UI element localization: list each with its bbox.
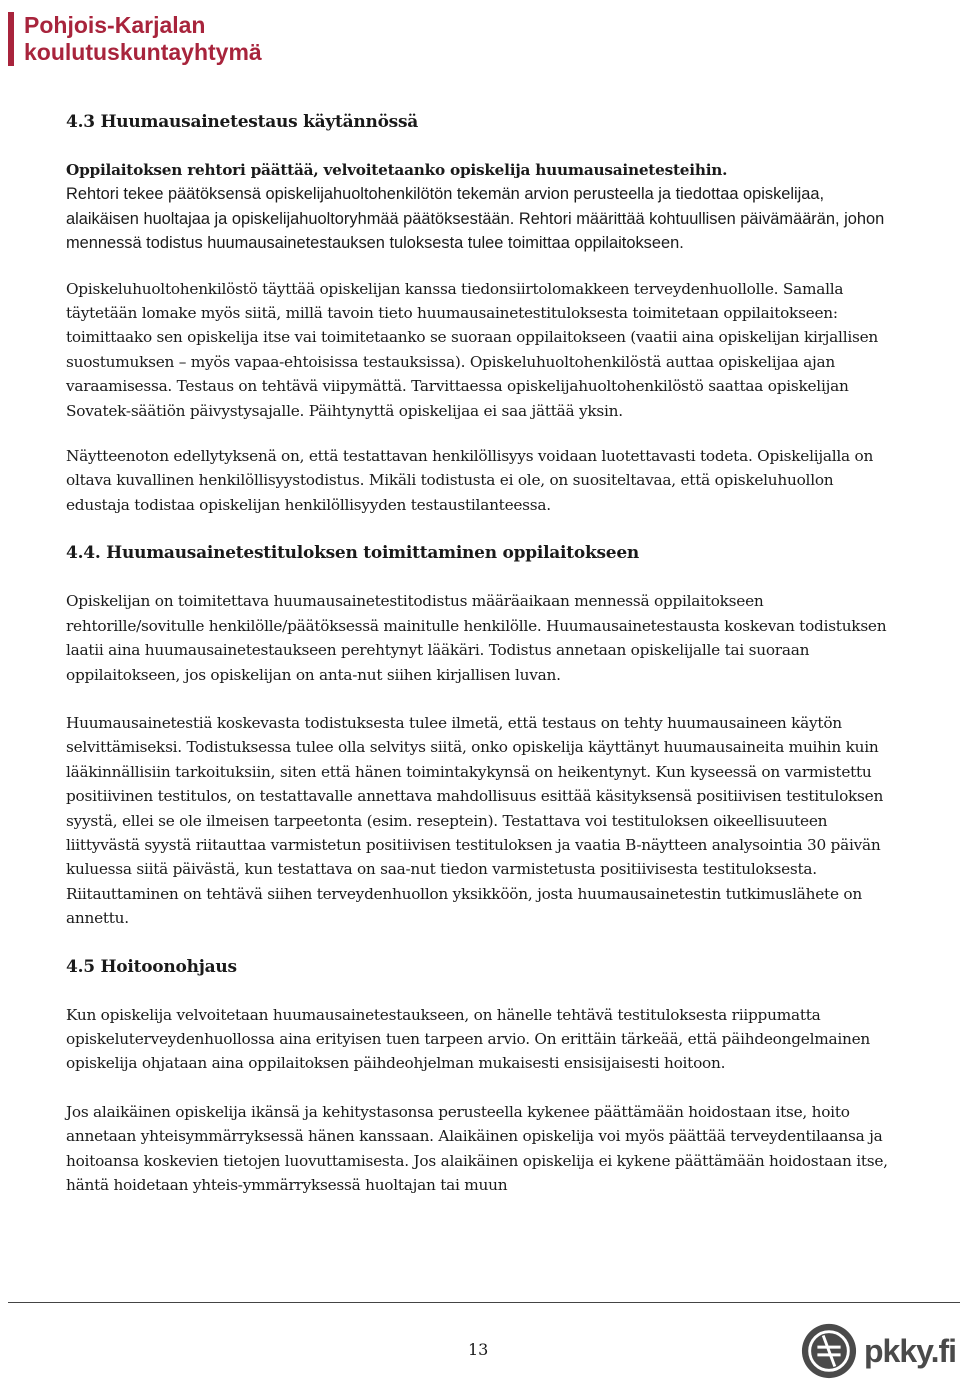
organization-logo-text: [8, 12, 262, 66]
page-number: 13: [468, 1340, 489, 1359]
paragraph-identity: Näytteenoton edellytyksenä on, että testattavan henkilöllisyys voidaan luotettavasti todeta. Opiskelijalla on oltava kuvallinen henkilöllisyystodistus. Mikäli todistusta ei ole, on suositeltavaa, että opiskeluhuollon edustaja todistaa opiskelijan henkilöllisyyden testaustilanteessa.: [66, 447, 874, 514]
pkky-logo: [800, 1322, 956, 1380]
footer-divider: [8, 1302, 960, 1303]
org-name-line1: Pohjois-Karjalan: [24, 12, 206, 38]
paragraph-certificate-content: Huumausainetestiä koskevasta todistuksesta tulee ilmetä, että testaus on tehty huumausaineen käytön selvittämiseksi. Todistuksessa tulee olla selvitys siitä, onko opiskelija käyttänyt huumausaineita muihin kuin lääkinnällisiin tarkoituksiin, siten että hänen toimintakykynsä on heikentynyt. Kun kyseessä on varmistettu positiivinen testitulos, on testattavalle annettava mahdollisuus esittää käsityksensä positiivisen testituloksen syystä, ellei se ole ilmeisen tarpeetonta (esim. reseptein). Testattava voi testituloksen oikeellisuuteen liittyvästä syystä riitauttaa varmistetun positiivisen testituloksen ja vaatia B-näytteen analysointia 30 päivän kuluessa siitä päivästä, kun testattava on saa-nut tiedon varmistetusta positiivisesta testituloksesta. Riitauttaminen on tehtävä siihen terveydenhuollon yksikköön, josta huumausainetestin tutkimuslähete on annettu.: [66, 713, 884, 928]
document-body: [66, 110, 896, 1197]
paragraph-bold-lead: Oppilaitoksen rehtori päättää, velvoitetaanko opiskelija huumausainetesteihin.: [66, 161, 728, 179]
pkky-logo-icon: [800, 1322, 858, 1380]
paragraph-decision: Rehtori tekee päätöksensä opiskelijahuoltohenkilötön tekemän arvion perusteella ja tiedottaa opiskelijaa, alaikäisen huoltajaa ja opiskelijahuoltoryhmää päätöksestään. Rehtori määrittää kohtuullisen päivämäärän, johon mennessä todistus huumausainetestauksen tuloksesta tulee toimittaa oppilaitokseen.: [66, 185, 885, 253]
paragraph-certificate: Opiskelijan on toimitettava huumausainetestitodistus määräaikaan mennessä oppilaitokseen rehtorille/sovitulle henkilölle/päätöksessä mainitulle henkilölle. Huumausainetestausta koskevan todistuksen laatii aina huumausainetestaukseen perehtynyt lääkäri. Todistus annetaan opiskelijalle tai suoraan oppilaitokseen, jos opiskelijan on anta-nut siihen kirjallisen luvan.: [66, 592, 887, 684]
logo-text: pkky.fi: [864, 1332, 956, 1369]
org-name-line2: koulutuskuntayhtymä: [24, 39, 262, 65]
section-heading-4-4: 4.4. Huumausainetestituloksen toimittaminen oppilaitokseen: [66, 543, 640, 564]
paragraph-form: Opiskeluhuoltohenkilöstö täyttää opiskelijan kanssa tiedonsiirtolomakkeen terveydenhuollolle. Samalla täytetään lomake myös siitä, millä tavoin tieto huumausainetestituloksesta toimitetaan oppilaitokseen: toimittaako sen opiskelija itse vai toimitetaanko se suoraan oppilaitokseen (vaatii aina opiskelijan kirjallisen suostumuksen – myös vapaa-ehtoisissa testauksissa). Opiskeluhuoltohenkilöstä auttaa opiskelijaa ajan varaamisessa. Testaus on tehtävä viipymättä. Tarvittaessa opiskelijahuoltohenkilöstö saattaa opiskelijan Sovatek-säätiön päivystysajalle. Päihtynyttä opiskelijaa ei saa jättää yksin.: [66, 279, 878, 420]
section-heading-4-3: 4.3 Huumausainetestaus käytännössä: [66, 112, 419, 132]
section-heading-4-5: 4.5 Hoitoonohjaus: [66, 956, 237, 977]
paragraph-minor: Jos alaikäinen opiskelija ikänsä ja kehitystasonsa perusteella kykenee päättämään hoidostaan itse, hoito annetaan yhteisymmärryksessä hänen kanssaan. Alaikäinen opiskelija voi myös päättää terveydentilaansa ja hoitoansa koskevien tietojen luovuttamisesta. Jos alaikäinen opiskelija ei kykene päättämään hoidostaan itse, häntä hoidetaan yhteis-ymmärryksessä huoltajan tai muun: [66, 1102, 888, 1194]
paragraph-referral: Kun opiskelija velvoitetaan huumausainetestaukseen, on hänelle tehtävä testituloksesta riippumatta opiskeluterveydenhuollossa aina erityisen tuen tarpeen arvio. On erittäin tärkeää, että päihdeongelmainen opiskelija ohjataan aina oppilaitoksen päihdeohjelman mukaisesti ensisijaisesti hoitoon.: [66, 1005, 870, 1073]
